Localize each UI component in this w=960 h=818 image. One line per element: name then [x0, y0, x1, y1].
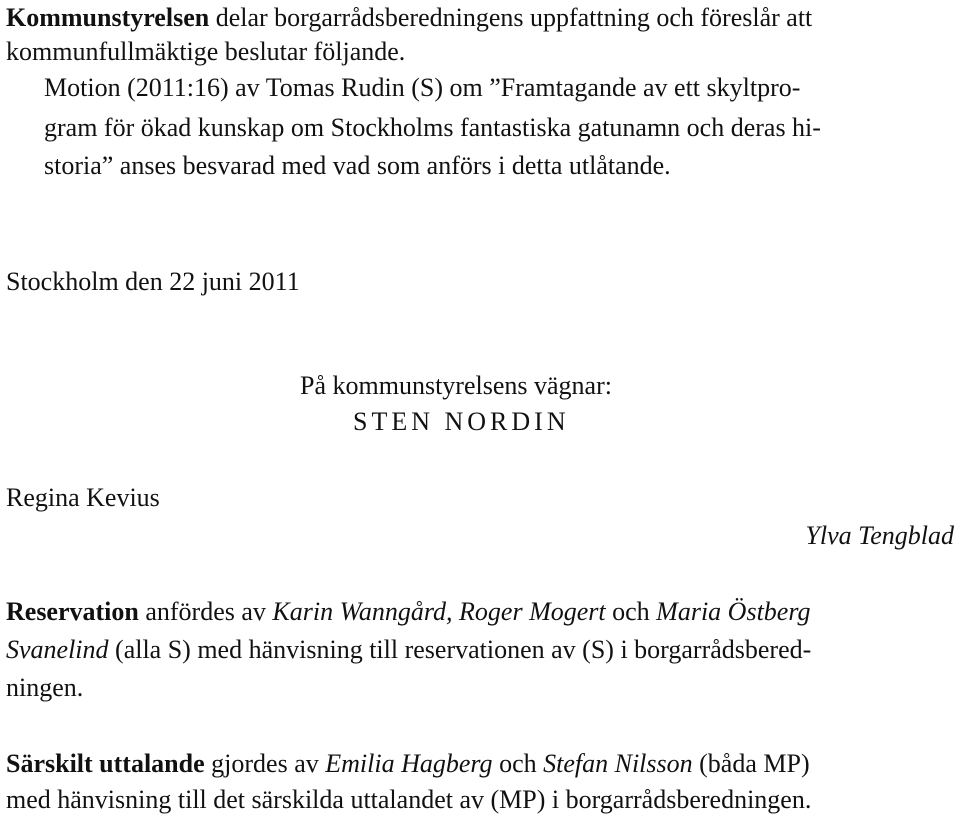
- special-line-2: med hänvisning till det särskilda uttalandet av (MP) i borgarrådsberedningen.: [6, 785, 812, 814]
- intro-org: Kommunstyrelsen: [6, 3, 210, 32]
- special-text-2: och: [492, 749, 544, 778]
- special-name-2: Stefan Nilsson: [543, 749, 693, 778]
- reservation-names-1: Karin Wanngård, Roger Mogert: [272, 597, 606, 626]
- signatory-name: STEN NORDIN: [353, 407, 570, 436]
- special-line-1: [6, 748, 810, 780]
- reservation-name-3: Maria Östberg: [656, 597, 811, 626]
- intro-line-2: kommunfullmäktige beslutar följande.: [6, 37, 406, 66]
- reservation-text-1: anfördes av: [138, 597, 273, 626]
- motion-line-2: gram för ökad kunskap om Stockholms fantastiska gatunamn och deras hi-: [44, 113, 821, 142]
- reservation-text-3: (alla S) med hänvisning till reservationen av (S) i borgarrådsbered-: [108, 635, 812, 664]
- right-signatory: [805, 520, 954, 552]
- motion-line-1: Motion (2011:16) av Tomas Rudin (S) om ”Framtagande av ett skyltpro-: [44, 73, 801, 102]
- special-text-3: (båda MP): [692, 749, 810, 778]
- reservation-name-3b: Svanelind: [6, 635, 109, 664]
- reservation-line-3: ningen.: [6, 673, 84, 702]
- special-name-1: Emilia Hagberg: [325, 749, 493, 778]
- reservation-line-2: [6, 634, 811, 666]
- special-label: Särskilt uttalande: [6, 749, 205, 778]
- place-date: Stockholm den 22 juni 2011: [6, 267, 300, 296]
- intro-text-1: delar borgarrådsberedningens uppfattning och föreslår att: [209, 3, 813, 32]
- reservation-line-1: [6, 596, 810, 628]
- special-text-1: gjordes av: [204, 749, 326, 778]
- left-signatory: Regina Kevius: [6, 483, 160, 512]
- reservation-text-2: och: [605, 597, 657, 626]
- intro-line-1: [6, 2, 812, 34]
- on-behalf-text: På kommunstyrelsens vägnar:: [300, 371, 612, 400]
- right-signatory-name: Ylva Tengblad: [805, 521, 954, 550]
- reservation-label: Reservation: [6, 597, 139, 626]
- motion-line-3: storia” anses besvarad med vad som anförs i detta utlåtande.: [44, 151, 671, 180]
